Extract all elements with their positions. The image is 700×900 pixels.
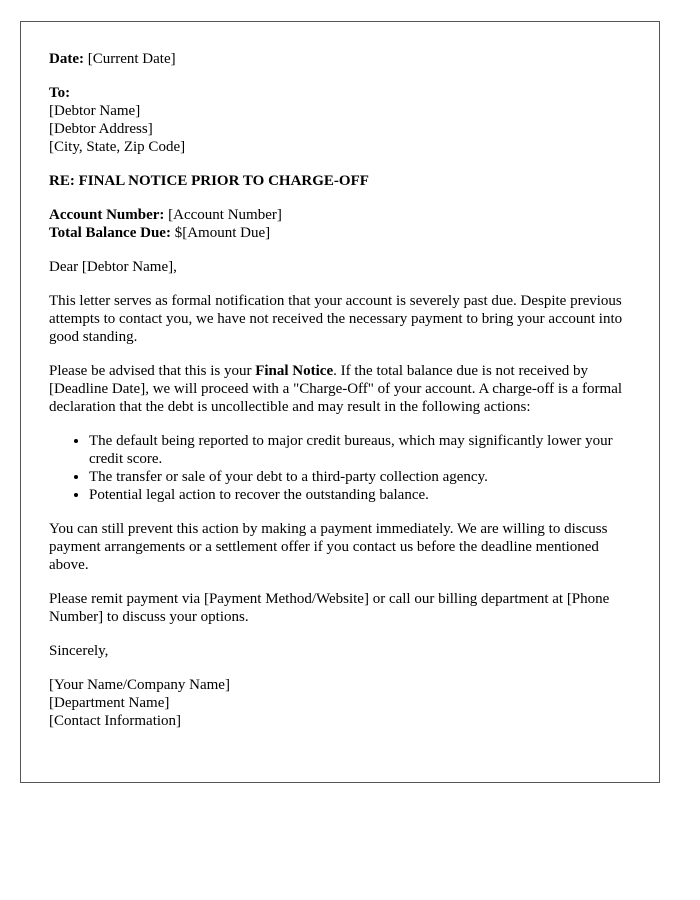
- signature-contact: [Contact Information]: [49, 713, 182, 729]
- subject-text: RE: FINAL NOTICE PRIOR TO CHARGE-OFF: [49, 173, 369, 189]
- paragraph-prevent-action: You can still prevent this action by making a payment immediately. We are willing to discuss payment arrangements or a settlement offer if you contact us before the deadline mentioned above.: [49, 521, 608, 573]
- signature-name: [Your Name/Company Name]: [49, 677, 230, 693]
- closing: Sincerely,: [49, 643, 109, 659]
- balance-due-line: [49, 224, 631, 242]
- account-number-line: [49, 206, 631, 224]
- final-notice-intro: Please be advised that this is your: [49, 363, 256, 379]
- final-notice-emphasis: Final Notice: [255, 363, 334, 379]
- recipient-block: [49, 84, 631, 156]
- list-item: • The default being reported to major credit bureaus, which may significantly lower your credit score.: [89, 432, 631, 468]
- account-number-label: Account Number:: [49, 207, 165, 223]
- date-label: Date:: [49, 51, 84, 67]
- balance-due-value: $[Amount Due]: [170, 225, 271, 241]
- list-item: • The transfer or sale of your debt to a third-party collection agency.: [89, 468, 631, 486]
- salutation: Dear [Debtor Name],: [49, 259, 177, 275]
- recipient-label: To:: [49, 85, 71, 101]
- paragraph-notification: This letter serves as formal notification that your account is severely past due. Despite previous attempts to contact you, we have not received the necessary payment to bring your account into good standing.: [49, 293, 623, 345]
- signature-department: [Department Name]: [49, 695, 170, 711]
- date-line: [49, 50, 631, 68]
- subject-line: [49, 172, 631, 190]
- account-details: [49, 206, 631, 242]
- account-number-value: [Account Number]: [164, 207, 282, 223]
- balance-due-label: Total Balance Due:: [49, 225, 171, 241]
- letter-page: [20, 21, 660, 783]
- debtor-address: [Debtor Address]: [49, 121, 153, 137]
- consequences-list: [49, 432, 631, 504]
- paragraph-final-notice: [49, 362, 631, 416]
- debtor-city-state-zip: [City, State, Zip Code]: [49, 139, 186, 155]
- final-notice-details: . If the total balance due is not received by [Deadline Date], we will proceed with a "Charge-Off" of your account. A charge-off is a formal declaration that the debt is uncollectible and may result in the following actions:: [49, 363, 623, 415]
- signature-block: [49, 676, 631, 730]
- debtor-name: [Debtor Name]: [49, 103, 141, 119]
- date-value: [Current Date]: [83, 51, 176, 67]
- paragraph-remit-payment: Please remit payment via [Payment Method/Website] or call our billing department at [Phone Number] to discuss your options.: [49, 591, 610, 625]
- list-item: • Potential legal action to recover the outstanding balance.: [89, 486, 631, 504]
